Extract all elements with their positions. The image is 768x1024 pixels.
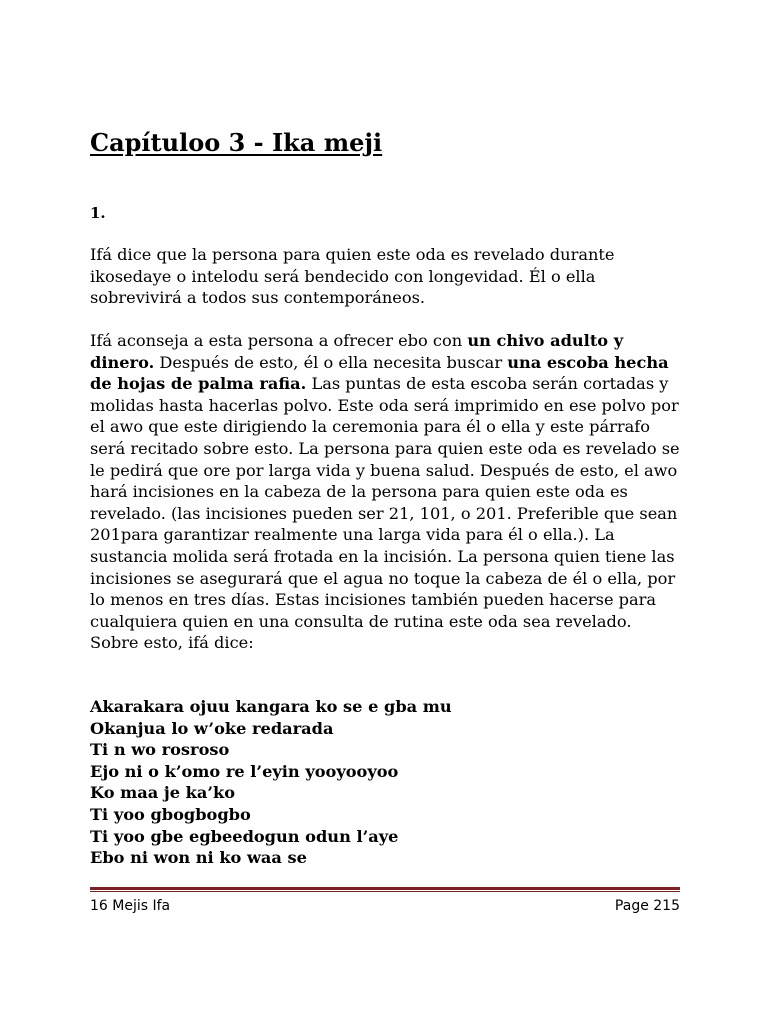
verse-line: Ti yoo gbogbogbo	[90, 804, 251, 824]
footer-book-title: 16 Mejis Ifa	[90, 898, 171, 914]
footer-page-number: Page 215	[614, 898, 680, 914]
footer-divider-thin	[90, 891, 680, 892]
document-page	[90, 0, 680, 1024]
verse-line: Ti n wo rosroso	[90, 740, 230, 760]
paragraph-text: Las puntas de esta escoba serán cortadas y molidas hasta hacerlas polvo. Este oda será imprimido en ese polvo por el awo que este dirigiendo la ceremonia para él o ella y este párrafo será recitado sobre esto. La persona para quien este oda es revelado se le pedirá que ore por larga vida y buena salud. Después de esto, el awo hará incisiones en la cabeza de la persona para quien este oda es revelado. (las incisiones pueden ser 21, 101, o 201. Preferible que sean 201para garantizar realmente una larga vida para él o ella.). La sustancia molida será frotada en la incisión. La persona quien tiene las incisiones se asegurará que el agua no toque la cabeza de él o ella, por lo menos en tres días. Estas incisiones también pueden hacerse para cualquiera quien en una consulta de rutina este oda sea revelado. Sobre esto, ifá dice:	[90, 374, 680, 653]
verse-line: Ebo ni won ni ko waa se	[90, 848, 307, 868]
paragraph-intro: Ifá dice que la persona para quien este oda es revelado durante ikosedaye o intelodu será bendecido con longevidad. Él o ella sobrevivirá a todos sus contemporáneos.	[90, 245, 615, 308]
section-number: 1.	[90, 204, 106, 222]
footer-divider	[90, 887, 680, 892]
verse-line: Okanjua lo w’oke redarada	[90, 718, 334, 738]
verse-block	[90, 696, 452, 869]
verse-line: Ejo ni o k’omo re l’eyin yooyooyoo	[90, 761, 399, 781]
chapter-title: Capítuloo 3 - Ika meji	[90, 128, 383, 157]
verse-line: Akarakara ojuu kangara ko se e gba mu	[90, 697, 452, 716]
verse-line: Ko maa je ka’ko	[90, 783, 236, 803]
paragraph-bold-text: un chivo adulto y dinero.	[90, 331, 624, 372]
paragraph-advice	[90, 330, 680, 654]
verse-line: Ti yoo gbe egbeedogun odun l’aye	[90, 826, 399, 846]
paragraph-text: Después de esto, él o ella necesita buscar	[154, 352, 508, 372]
paragraph-bold-text: una escoba hecha de hojas de palma rafia.	[90, 352, 669, 394]
paragraph-text: Ifá aconseja a esta persona a ofrecer ebo con	[90, 331, 468, 350]
